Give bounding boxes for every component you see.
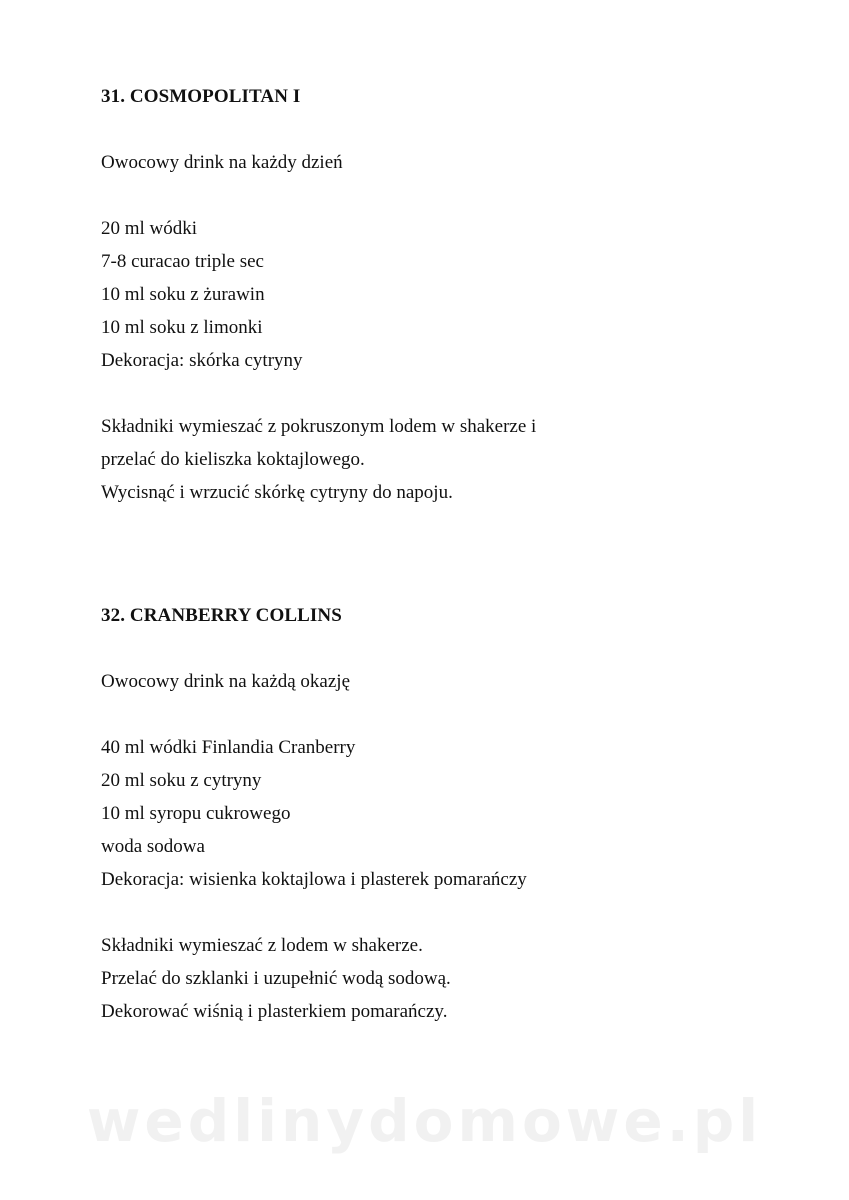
recipe-subtitle: Owocowy drink na każdy dzień (101, 152, 343, 173)
recipe-title: 32. CRANBERRY COLLINS (101, 605, 342, 626)
ingredient-item: 7-8 curacao triple sec (101, 251, 264, 272)
ingredient-item: woda sodowa (101, 836, 205, 857)
recipe-subtitle: Owocowy drink na każdą okazję (101, 671, 351, 692)
ingredient-list (101, 212, 801, 377)
ingredient-item: 10 ml syropu cukrowego (101, 803, 291, 824)
ingredient-item: 20 ml wódki (101, 218, 198, 239)
instruction-line: przelać do kieliszka koktajlowego. (101, 449, 365, 470)
ingredient-item: 10 ml soku z limonki (101, 317, 263, 338)
instruction-line: Przelać do szklanki i uzupełnić wodą sodową. (101, 968, 451, 989)
recipe-section (101, 81, 801, 509)
ingredient-item: 20 ml soku z cytryny (101, 770, 262, 791)
instruction-line: Składniki wymieszać z pokruszonym lodem w shakerze i (101, 416, 537, 437)
ingredient-item: Dekoracja: wisienka koktajlowa i plasterek pomarańczy (101, 869, 527, 890)
instruction-line: Składniki wymieszać z lodem w shakerze. (101, 935, 423, 956)
instructions (101, 929, 801, 1028)
ingredient-item: 10 ml soku z żurawin (101, 284, 265, 305)
instructions (101, 410, 801, 509)
instruction-line: Dekorować wiśnią i plasterkiem pomarańczy. (101, 1001, 448, 1022)
ingredient-item: 40 ml wódki Finlandia Cranberry (101, 737, 356, 758)
recipe-title: 31. COSMOPOLITAN I (101, 86, 301, 107)
watermark: wedlinydomowe.pl (86, 1087, 763, 1155)
ingredient-list (101, 731, 801, 896)
recipe-section (101, 600, 801, 1028)
instruction-line: Wycisnąć i wrzucić skórkę cytryny do napoju. (101, 482, 453, 503)
ingredient-item: Dekoracja: skórka cytryny (101, 350, 303, 371)
